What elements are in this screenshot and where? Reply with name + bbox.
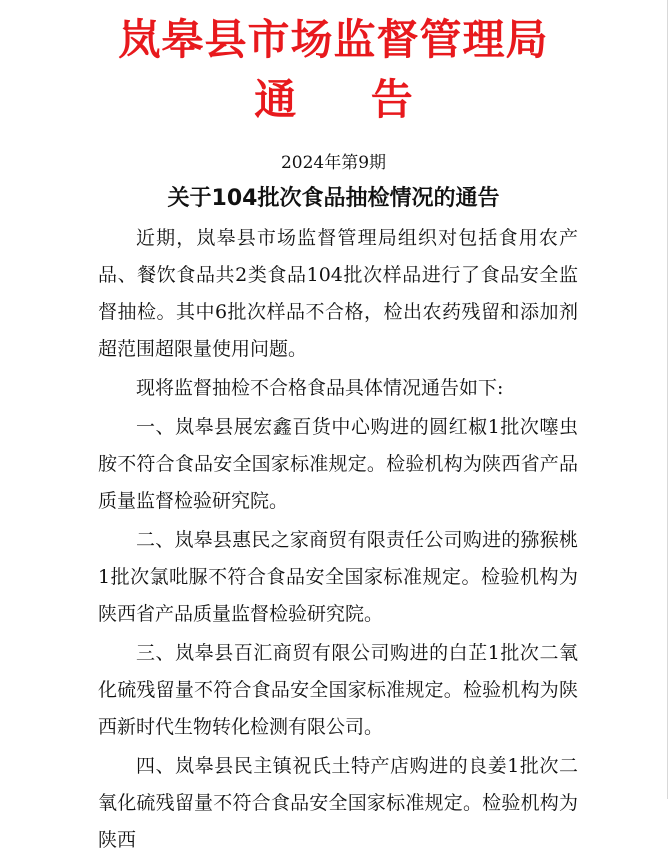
notice-body (98, 220, 578, 861)
issue-number: 2024年第9期 (280, 153, 387, 173)
paragraph-item-3: 三、岚皋县百汇商贸有限公司购进的白芷1批次二氧化硫残留量不符合食品安全国家标准规定。检验机构为陕西新时代生物转化检测有限公司。 (98, 642, 578, 738)
notice-heading: 通 告 (254, 75, 443, 124)
paragraph-item-1: 一、岚皋县展宏鑫百货中心购进的圆红椒1批次噻虫胺不符合食品安全国家标准规定。检验机构为陕西省产品质量监督检验研究院。 (98, 416, 578, 512)
notice-title: 关于104批次食品抽检情况的通告 (167, 186, 500, 211)
paragraph-lead: 现将监督抽检不合格食品具体情况通告如下: (136, 377, 504, 399)
paragraph-item-4: 四、岚皋县民主镇祝氏土特产店购进的良姜1批次二氧化硫残留量不符合食品安全国家标准规定。检验机构为陕西 (98, 755, 578, 851)
paragraph-item-2: 二、岚皋县惠民之家商贸有限责任公司购进的猕猴桃1批次氯吡脲不符合食品安全国家标准规定。检验机构为陕西省产品质量监督检验研究院。 (98, 529, 578, 625)
paragraph-intro: 近期，岚皋县市场监督管理局组织对包括食用农产品、餐饮食品共2类食品104批次样品进行了食品安全监督抽检。其中6批次样品不合格，检出农药残留和添加剂超范围超限量使用问题。 (98, 227, 578, 360)
agency-name: 岚皋县市场监督管理局 (118, 15, 549, 64)
